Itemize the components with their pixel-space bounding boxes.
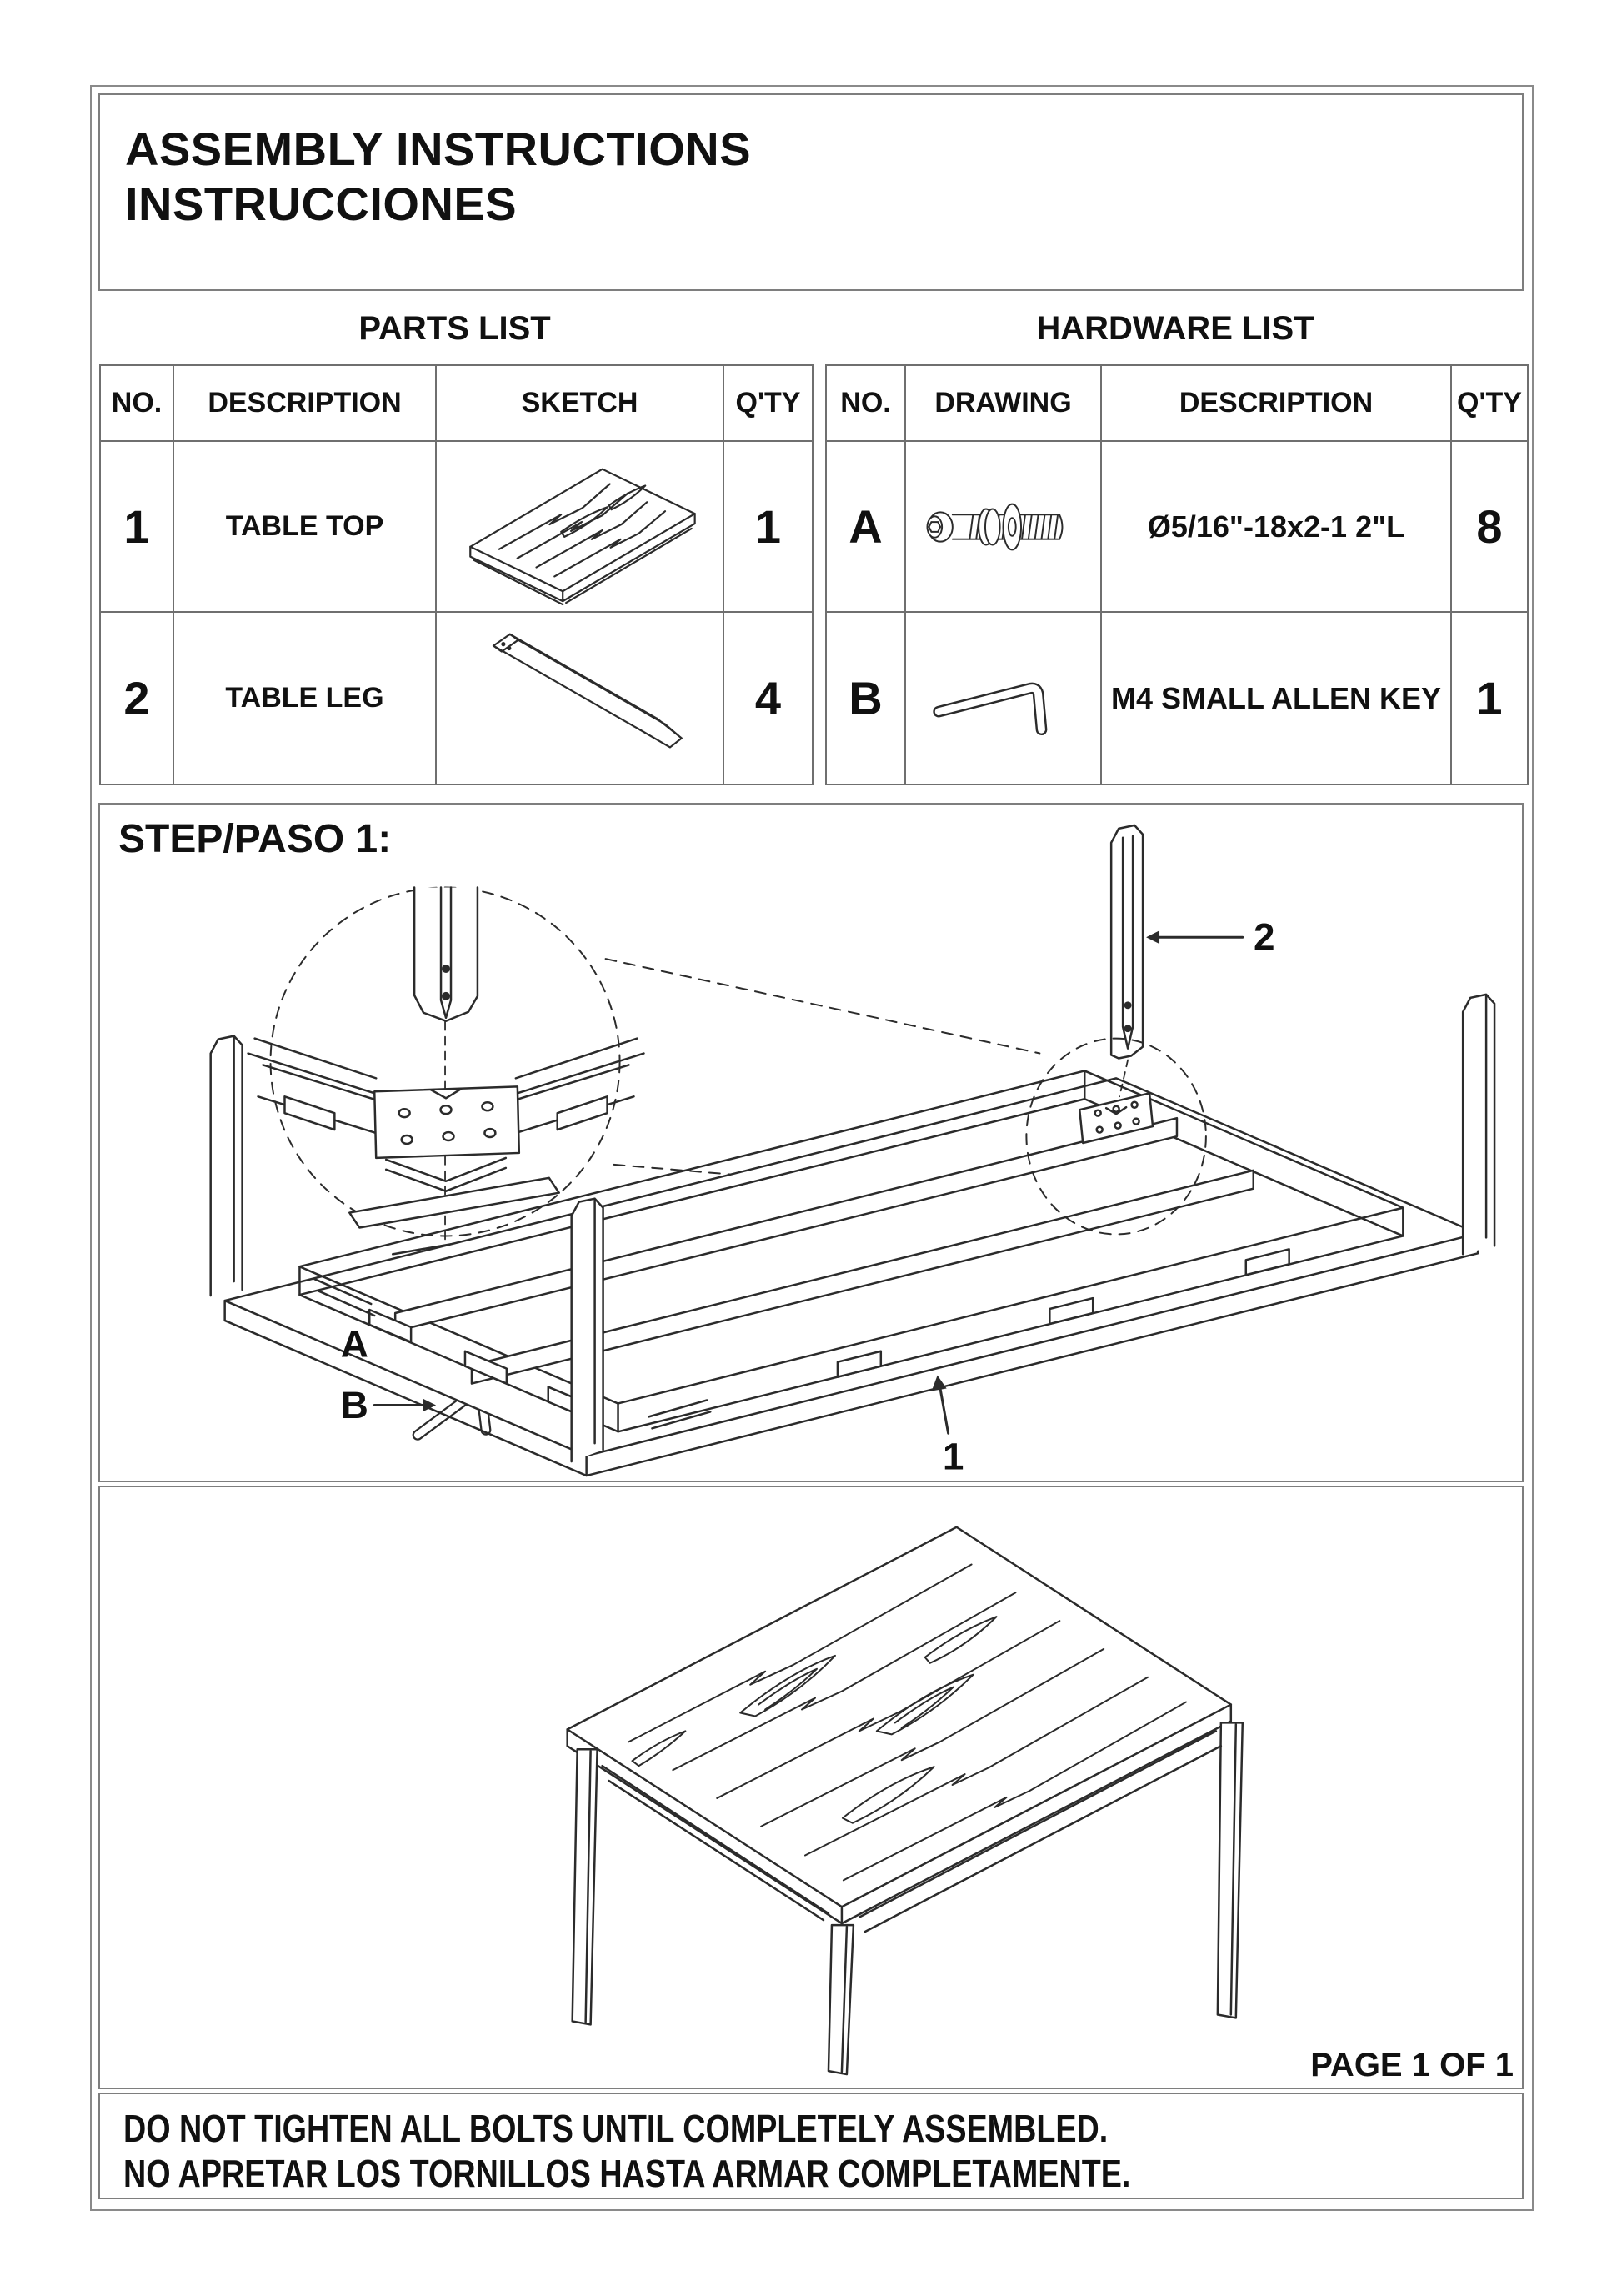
page-title: ASSEMBLY INSTRUCTIONS [125, 123, 752, 175]
hw-rowB-qty: 1 [1476, 672, 1503, 724]
parts-header-qty: Q'TY [724, 366, 812, 442]
callout-label-table-leg: 2 [1253, 915, 1275, 959]
hw-header-qty: Q'TY [1452, 366, 1527, 442]
callout-arrow-1 [932, 1376, 949, 1434]
warning-text-spanish: NO APRETAR LOS TORNILLOS HASTA ARMAR COMPLETAMENTE. [123, 2152, 1131, 2195]
parts-row1-no: 1 [101, 442, 174, 613]
parts-header-sketch: SKETCH [437, 366, 724, 442]
callout-label-bolt: A [340, 1322, 368, 1366]
hw-rowB-description: M4 SMALL ALLEN KEY [1102, 613, 1452, 784]
assembled-table-drawing [100, 1487, 1522, 2088]
hw-rowB-no: B [827, 613, 906, 784]
step1-diagram [100, 805, 1522, 1481]
allen-key-drawing-icon [908, 640, 1099, 757]
hw-rowA-no: A [827, 442, 906, 613]
assembled-view-panel [98, 1486, 1524, 2089]
page-number-label: PAGE 1 OF 1 [1310, 2047, 1514, 2083]
title-panel [98, 93, 1524, 291]
bolt-drawing-icon [908, 469, 1099, 585]
parts-header-no: NO. [101, 366, 174, 442]
warning-panel [98, 2093, 1524, 2199]
callout-arrow-B [374, 1398, 436, 1411]
parts-row1-qty: 1 [724, 442, 812, 613]
callout-label-table-top: 1 [942, 1435, 964, 1478]
parts-row2-description: TABLE LEG [174, 613, 437, 784]
page-border [90, 85, 1534, 2211]
parts-row2-qty: 4 [754, 672, 782, 724]
hw-rowA-drawing [906, 442, 1102, 613]
title-block [125, 122, 751, 232]
page-title-spanish: INSTRUCCIONES [125, 178, 518, 230]
parts-row1-description: TABLE TOP [174, 442, 437, 613]
callout-arrow-2 [1146, 930, 1243, 944]
parts-row2-sketch [437, 613, 724, 784]
hw-rowA-qty: 8 [1452, 442, 1527, 613]
hw-rowA-description: Ø5/16"-18x2-1 2"L [1102, 442, 1452, 613]
step1-title: STEP/PASO 1: [118, 817, 392, 861]
parts-row1-sketch [437, 442, 724, 613]
hw-header-drawing: DRAWING [906, 366, 1102, 442]
parts-list-table [99, 364, 814, 785]
hardware-list-table [825, 364, 1529, 785]
step1-panel [98, 803, 1524, 1482]
parts-row2-no: 2 [101, 613, 174, 784]
parts-header-description: DESCRIPTION [174, 366, 437, 442]
table-leg-sketch-icon [437, 613, 723, 784]
hw-header-no: NO. [827, 366, 906, 442]
parts-list-title: PARTS LIST [358, 310, 551, 347]
callout-label-allen-key: B [340, 1383, 368, 1426]
hw-header-description: DESCRIPTION [1102, 366, 1452, 442]
warning-text-english: DO NOT TIGHTEN ALL BOLTS UNTIL COMPLETELY ASSEMBLED. [123, 2107, 1109, 2150]
hw-rowB-drawing [906, 613, 1102, 784]
hardware-list-title: HARDWARE LIST [1036, 310, 1314, 347]
table-top-sketch-icon [437, 442, 723, 612]
